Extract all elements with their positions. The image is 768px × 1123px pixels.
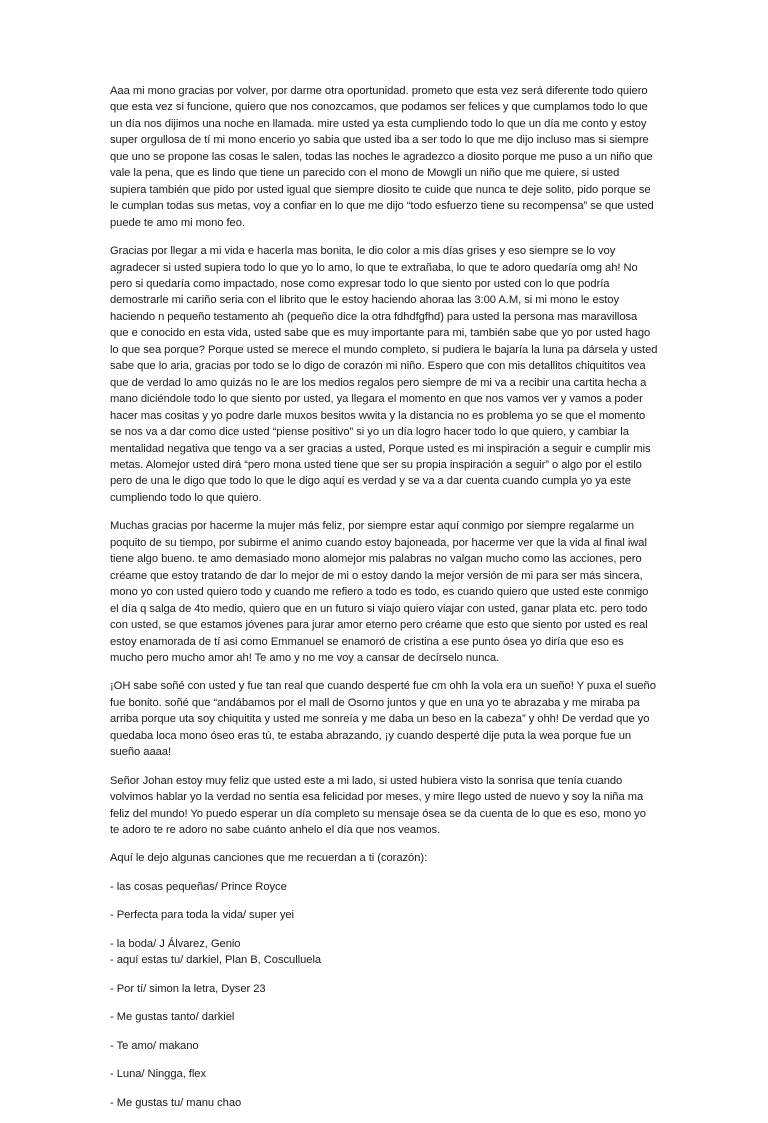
song-group [110,981,658,997]
song-list [110,879,658,1111]
song-group [110,936,658,969]
song-item: - Perfecta para toda la vida/ super yei [110,909,294,922]
song-item: - Me gustas tu/ manu chao [110,1096,242,1109]
letter-paragraph-1: Aaa mi mono gracias por volver, por darme otra oportunidad. prometo que esta vez será diferente todo quiero que esta vez si funcione, quiero que nos conozcamos, que podamos ser felices y que cumplamos todo lo que un día nos dijimos una noche en llamada. mire usted ya esta cumpliendo todo lo que un día me conto y estoy super orgullosa de tí mi mono encerio yo sabia que usted iba a ser todo lo que me dijo incluso mas si siempre que uno se propone las cosas le salen, todas las noches le agradezco a diosito porque me puso a un niño que vale la pena, que es lindo que tiene un parecido con el mono de Mowgli un niño que me quiere, si usted supiera también que pido por usted igual que siempre diosito te cuide que nunca te deje solito, pido porque se le cumplan todas sus metas, voy a confiar en lo que me dijo “todo esfuerzo tiene su recompensa” se que usted puede te amo mi mono feo. [110,85,654,229]
letter-paragraph-2: Gracias por llegar a mi vida e hacerla mas bonita, le dio color a mis días grises y eso siempre se lo voy agradecer si usted supiera todo lo que yo lo amo, lo que te extrañaba, lo que te adoro quedaría omg ah! No pero si quedaría como impactado, nose como expresar todo lo que siento por usted con lo que podría demostrarle mi cariño seria con el librito que le estoy haciendo ahoraa las 3:00 A.M, si mi mono le estoy haciendo n pequeño testamento ah (pequeño dice la otra fdhdfgfhd) para usted la persona mas maravillosa que e conocido en esta vida, usted sabe que es muy importante para mi, también sabe que yo por usted hago lo que sea porque? Porque usted se merece el mundo completo, si pudiera le bajaría la luna pa dársela y usted sabe que lo aria, gracias por todo se lo digo de corazón mi niño. Espero que con mis detallitos chiquititos vea que de verdad lo amo quizás no le are los medios regalos pero siempre de mi va a recibir una cartita hecha a mano diciéndole todo lo que siento por usted, ya llegara el momento en que nos vamos ver y vamos a poder hacer mas cositas y yo podre darle muxos besitos wwita y la distancia no es problema yo se que el momento se nos va a dar como dice usted “piense positivo” si yo un día logro hacer todo lo que quiero, y cambiar la mentalidad negativa que tengo va a ser gracias a usted, Porque usted es mi inspiración a seguir e cumplir mis metas. Alomejor usted dirá “pero mona usted tiene que ser su propia inspiración a seguir” o algo por el estilo pero de una le digo que todo lo que le digo aquí es verdad y se va a dar cuenta cuando cumpla yo ya este cumpliendo todo lo que quiero. [110,245,658,504]
song-item: - Me gustas tanto/ darkiel [110,1011,235,1024]
song-group [110,1009,658,1025]
letter-paragraph-4: ¡OH sabe soñé con usted y fue tan real que cuando desperté fue cm ohh la vola era un sueño! Y puxa el sueño fue bonito. soñé que “andábamos por el mall de Osorno juntos y que en una yo te abrazaba y me miraba pa arriba porque uta soy chiquitita y usted me sonreía y me daba un beso en la cabeza” y ohh! De verdad que yo quedaba loca mono óseo eras tú, te estaba abrazando, ¡y cuando desperté dije puta la wea porque fue un sueño aaaa! [110,680,656,759]
letter-page [110,83,658,1123]
letter-paragraph-3: Muchas gracias por hacerme la mujer más feliz, por siempre estar aquí conmigo por siempre regalarme un poquito de su tiempo, por subirme el animo cuando estoy bajoneada, por hacerme ver que la vida al final iwal tiene algo bueno. te amo demasiado mono alomejor mis palabras no valgan mucho como las acciones, pero créame que estoy tratando de dar lo mejor de mi o estoy dando la mejor versión de mi para ser más sincera, mono yo con usted quiero todo y cuando me refiero a todo es todo, es cuando quiero que usted este conmigo el día q salga de 4to medio, quiero que en un futuro si viajo quiero viajar con usted, ganar plata etc. pero todo con usted, se que estamos jóvenes para jurar amor eterno pero créame que esto que siento por usted es real estoy enamorada de tí asi como Emmanuel se enamoró de cristina a ese punto ósea yo diría que eso es mucho pero mucho amor ah! Te amo y no me voy a cansar de decírselo nunca. [110,520,649,664]
song-item: - Por tí/ simon la letra, Dyser 23 [110,982,266,995]
song-group [110,1066,658,1082]
song-item: - las cosas pequeñas/ Prince Royce [110,880,287,893]
song-item: - Te amo/ makano [110,1039,199,1052]
songs-intro: Aquí le dejo algunas canciones que me recuerdan a ti (corazón): [110,852,428,865]
song-group [110,879,658,895]
song-item: - la boda/ J Álvarez, Genio [110,937,241,950]
song-item: - Luna/ Ningga, flex [110,1068,207,1081]
song-group [110,907,658,923]
song-item: - aquí estas tu/ darkiel, Plan B, Cosculluela [110,954,322,967]
song-group [110,1095,658,1111]
letter-paragraph-5: Señor Johan estoy muy feliz que usted este a mi lado, si usted hubiera visto la sonrisa que tenía cuando volvimos hablar yo la verdad no sentía esa felicidad por meses, y mire llego usted de nuevo y soy la niña ma feliz del mundo! Yo puedo esperar un día completo su mensaje ósea se da cuenta de lo que es eso, mono yo te adoro te re adoro no sabe cuánto anhelo el día que nos veamos. [110,774,646,837]
song-group [110,1038,658,1054]
